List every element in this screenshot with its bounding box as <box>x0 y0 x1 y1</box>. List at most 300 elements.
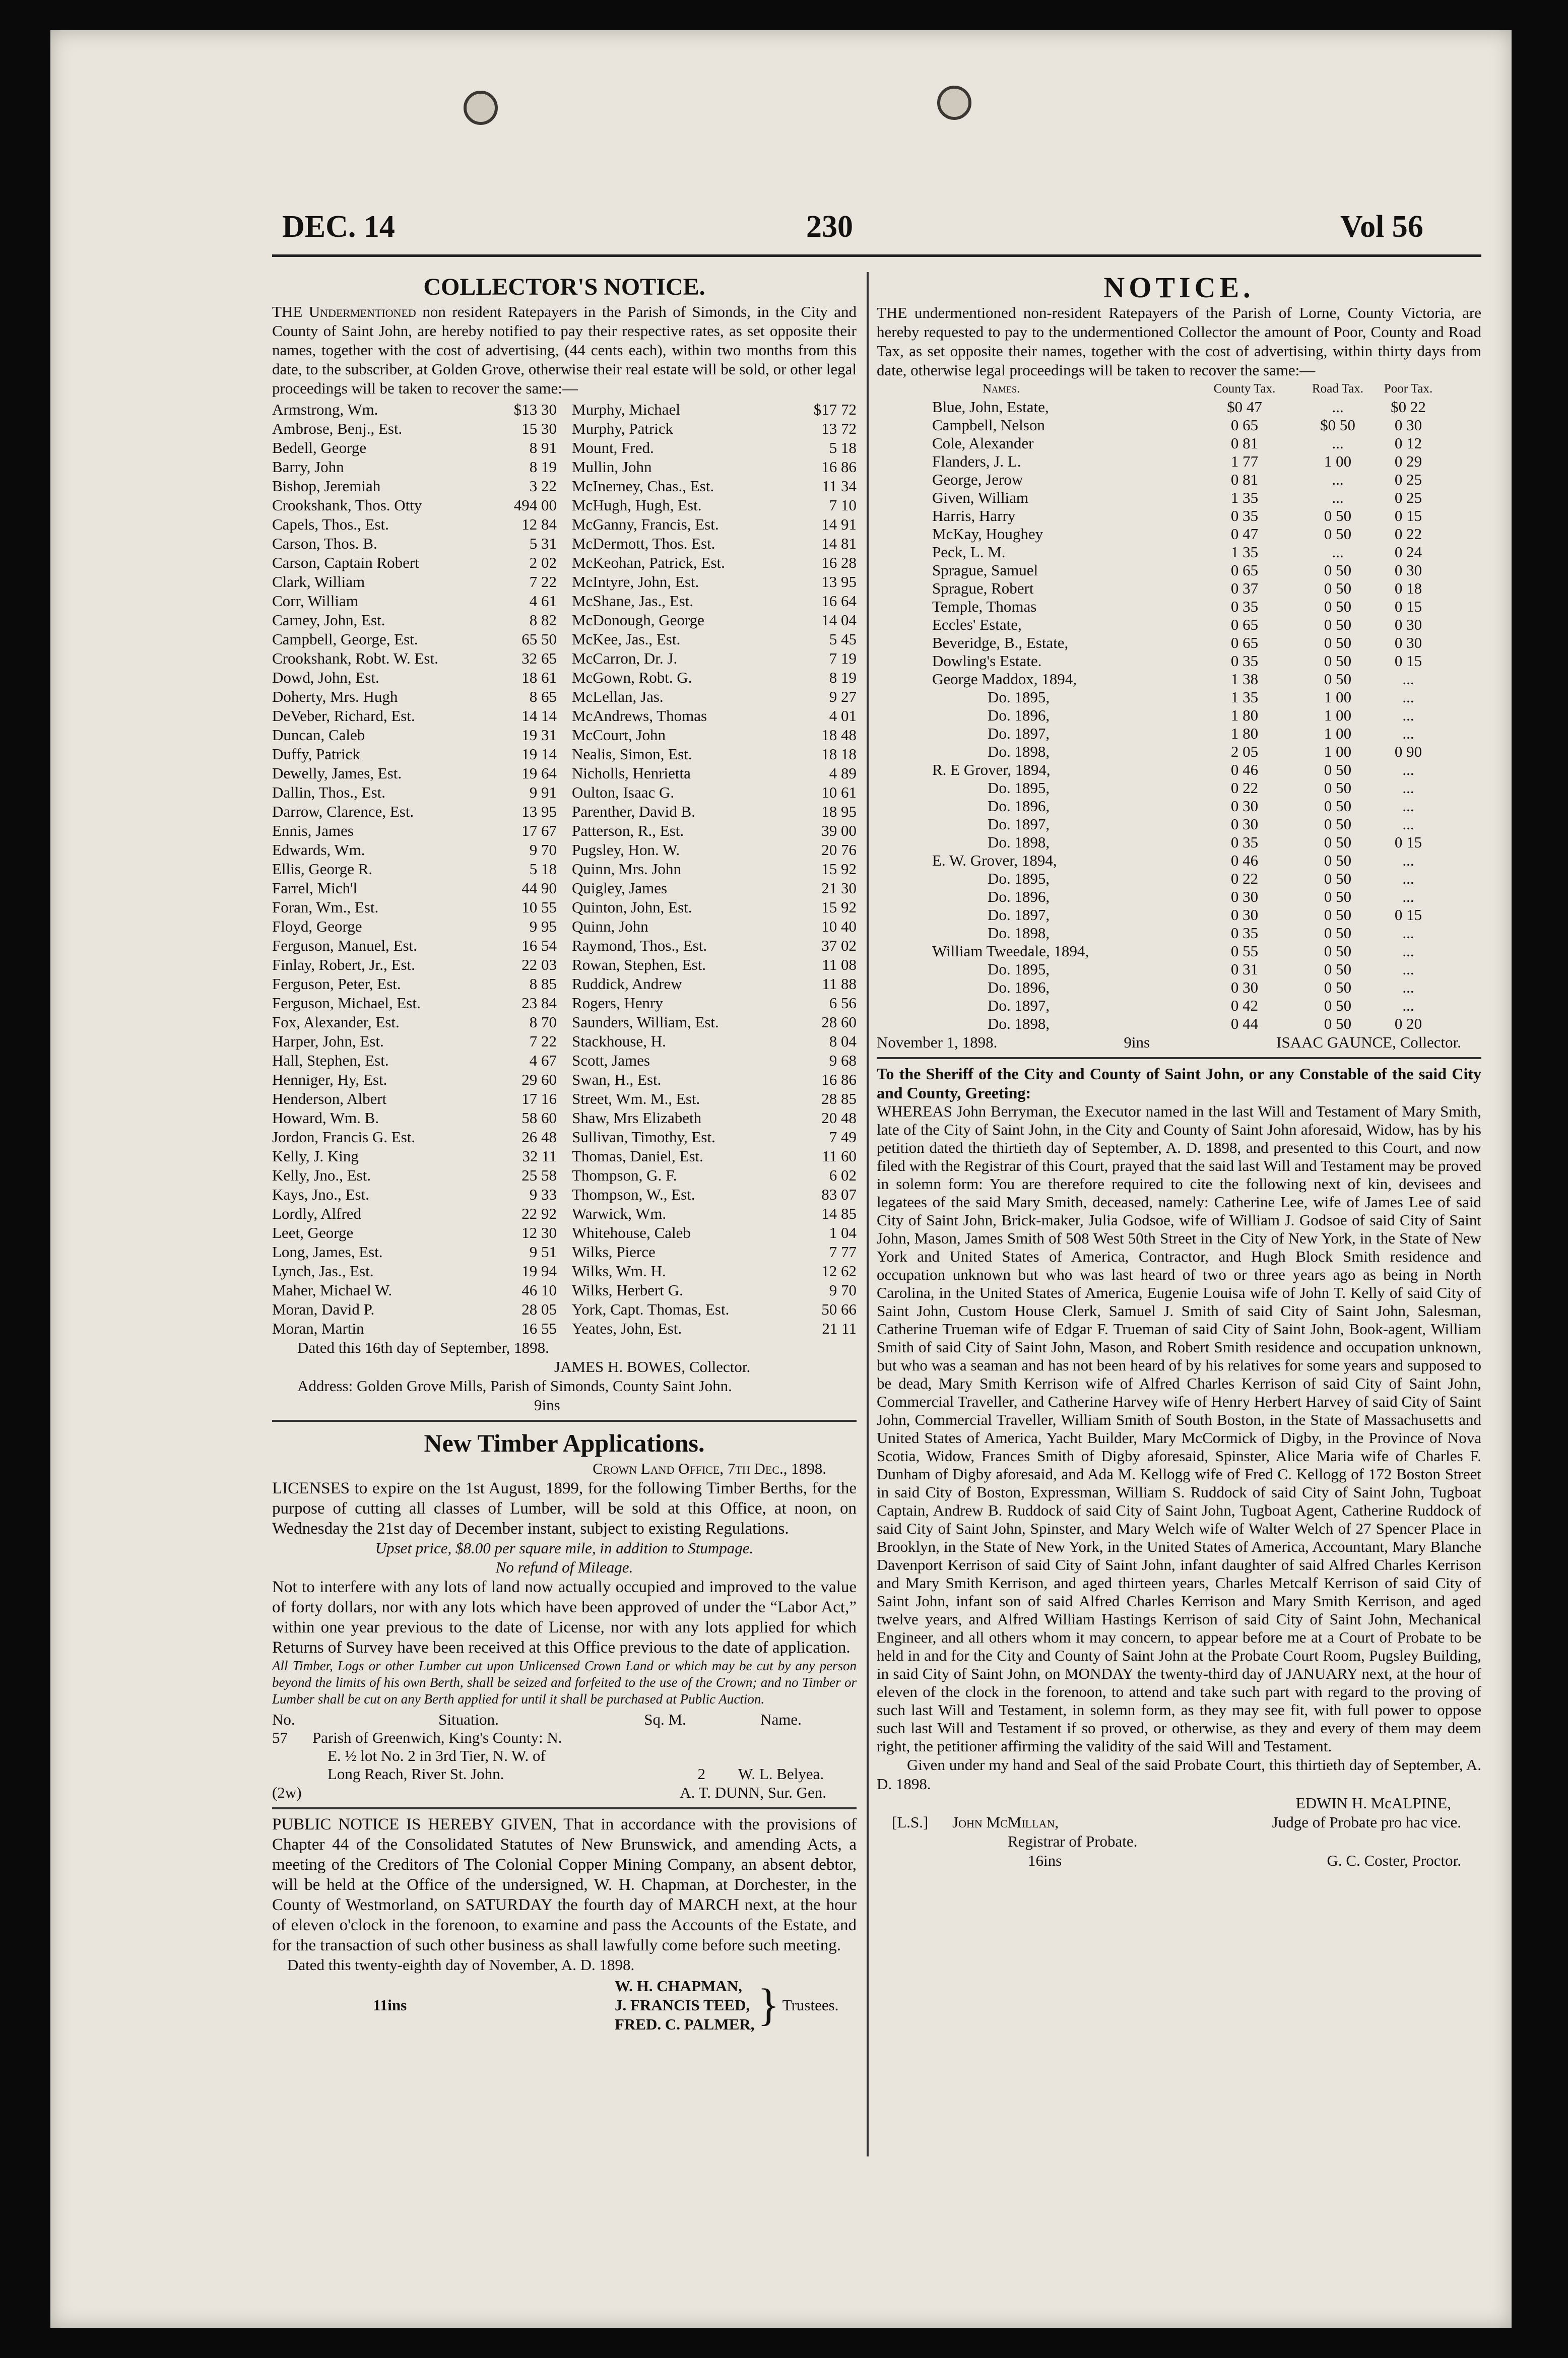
road-tax: ... <box>1332 489 1344 506</box>
ratepayer-name: McLellan, Jas. <box>572 688 664 705</box>
trustees-label: Trustees. <box>782 1996 839 2014</box>
ratepayer-name: Mount, Fred. <box>572 439 654 456</box>
ratepayer-name: Edwards, Wm. <box>272 841 365 859</box>
poor-tax: 0 15 <box>1394 906 1422 924</box>
ratepayer-amount: 15 30 <box>521 420 557 437</box>
ratepayer-row <box>572 438 857 457</box>
ratepayer-amount: 13 72 <box>821 420 857 437</box>
ratepayer-name: Ennis, James <box>272 822 354 839</box>
ratepayer-name: Bishop, Jeremiah <box>272 477 381 495</box>
county-tax: 0 65 <box>1230 616 1259 633</box>
lorne-name: Flanders, J. L. <box>932 452 1021 470</box>
probate-given: Given under my hand and Seal of the said Probate Court, this thirtieth day of September, A. D. 1898. <box>877 1756 1481 1793</box>
road-tax: 0 50 <box>1324 870 1352 887</box>
poor-tax: 0 25 <box>1394 489 1422 506</box>
column-divider <box>867 272 869 2156</box>
ratepayer-name: Maher, Michael W. <box>272 1281 393 1299</box>
county-tax: 0 35 <box>1230 507 1259 525</box>
ratepayer-amount: 8 19 <box>529 458 557 476</box>
trustees-block <box>272 1977 857 2034</box>
ratepayer-name: Thomas, Daniel, Est. <box>572 1147 703 1165</box>
ratepayer-row <box>272 936 557 955</box>
lorne-table-row <box>932 507 1436 525</box>
ratepayer-row <box>272 879 557 898</box>
ratepayer-name: Harper, John, Est. <box>272 1032 384 1050</box>
ratepayer-name: Barry, John <box>272 458 344 476</box>
ratepayer-amount: 7 22 <box>529 1032 557 1050</box>
ratepayer-name: Ferguson, Michael, Est. <box>272 994 421 1012</box>
ratepayer-row <box>572 1147 857 1166</box>
poor-tax: 0 24 <box>1394 543 1422 561</box>
trustees-names <box>615 1977 755 2034</box>
ratepayer-amount: 4 67 <box>529 1052 557 1069</box>
newspaper-page <box>50 30 1512 2328</box>
ratepayer-row <box>272 687 557 706</box>
ratepayer-amount: 6 56 <box>829 994 857 1012</box>
lorne-table-row <box>932 543 1436 561</box>
ratepayer-amount: 11 88 <box>822 975 857 993</box>
ratepayer-name: McHugh, Hugh, Est. <box>572 496 702 514</box>
lorne-table-row <box>932 579 1436 598</box>
ratepayer-amount: 8 65 <box>529 688 557 705</box>
ratepayer-row <box>572 419 857 438</box>
ratepayer-amount: 16 64 <box>821 592 857 610</box>
ratepayer-amount: 28 85 <box>821 1090 857 1107</box>
ratepayer-amount: 7 77 <box>829 1243 857 1261</box>
ratepayer-name: Leet, George <box>272 1224 354 1241</box>
road-tax: ... <box>1332 543 1344 561</box>
ratepayer-amount: 4 89 <box>829 764 857 782</box>
ratepayer-row <box>272 1185 557 1204</box>
ratepayer-amount: 20 76 <box>821 841 857 859</box>
lorne-table-row <box>932 725 1436 743</box>
ratepayer-row <box>572 496 857 515</box>
collector-notice-title: COLLECTOR'S NOTICE. <box>423 274 705 300</box>
ratepayer-amount: 5 31 <box>529 535 557 552</box>
ratepayer-amount: 15 92 <box>821 898 857 916</box>
trustee-name: W. H. CHAPMAN, <box>615 1977 742 1995</box>
ratepayer-name: Clark, William <box>272 573 365 591</box>
ratepayer-name: Doherty, Mrs. Hugh <box>272 688 398 705</box>
ratepayer-amount: 10 55 <box>521 898 557 916</box>
probate-signatures <box>877 1813 1481 1832</box>
county-tax: 1 80 <box>1230 725 1259 742</box>
issue-date: DEC. 14 <box>282 210 395 244</box>
lorne-name: Do. 1896, <box>988 797 1050 815</box>
ratepayer-row <box>272 974 557 994</box>
ratepayer-name: Quigley, James <box>572 879 668 897</box>
ratepayer-amount: 1 04 <box>829 1224 857 1241</box>
poor-tax: 0 12 <box>1394 434 1422 452</box>
ratepayer-name: Lordly, Alfred <box>272 1205 362 1222</box>
road-tax: 0 50 <box>1324 579 1352 597</box>
ratepayer-name: Crookshank, Robt. W. Est. <box>272 649 438 667</box>
ratepayer-row <box>572 1242 857 1262</box>
poor-tax: 0 30 <box>1394 561 1422 579</box>
col-county-tax: County Tax. <box>1213 382 1276 396</box>
lorne-name: Temple, Thomas <box>932 598 1037 615</box>
road-tax: 0 50 <box>1324 960 1352 978</box>
lorne-name: Given, William <box>932 489 1029 506</box>
ratepayer-amount: 65 50 <box>521 630 557 648</box>
poor-tax: 0 15 <box>1394 598 1422 615</box>
county-tax: 0 30 <box>1230 978 1259 996</box>
ratepayer-row <box>572 1089 857 1108</box>
lorne-name: William Tweedale, 1894, <box>932 942 1089 960</box>
ratepayer-row <box>572 1223 857 1242</box>
ratepayer-amount: 8 19 <box>829 669 857 686</box>
ratepayer-amount: 13 95 <box>821 573 857 591</box>
road-tax: $0 50 <box>1320 416 1355 434</box>
county-tax: 0 35 <box>1230 652 1259 670</box>
ratepayer-amount: 32 11 <box>522 1147 557 1165</box>
timber-insertions: (2w) <box>272 1784 302 1801</box>
col-names: Names. <box>983 382 1020 396</box>
situation-line: Long Reach, River St. John. <box>328 1765 504 1783</box>
ratepayer-amount: 8 70 <box>529 1013 557 1031</box>
trustees-brace: } <box>757 1980 779 2030</box>
ratepayer-row <box>572 802 857 821</box>
ratepayer-row <box>272 1223 557 1242</box>
ratepayer-row <box>272 783 557 802</box>
ratepayer-name: McDonough, George <box>572 611 704 629</box>
ratepayer-name: Saunders, William, Est. <box>572 1013 719 1031</box>
road-tax: 0 50 <box>1324 924 1352 942</box>
ratepayer-name: Foran, Wm., Est. <box>272 898 379 916</box>
ratepayer-row <box>272 630 557 649</box>
county-tax: 0 81 <box>1230 434 1259 452</box>
road-tax: 0 50 <box>1324 833 1352 851</box>
ratepayer-name: Carney, John, Est. <box>272 611 385 629</box>
road-tax: 0 50 <box>1324 507 1352 525</box>
lorne-table-row <box>932 706 1436 725</box>
col-road-tax: Road Tax. <box>1312 382 1363 396</box>
ratepayer-name: Ellis, George R. <box>272 860 373 878</box>
poor-tax: 0 30 <box>1394 616 1422 633</box>
lorne-name: Sprague, Samuel <box>932 561 1038 579</box>
lorne-table-row <box>932 761 1436 779</box>
lorne-table-row <box>932 978 1436 997</box>
road-tax: 1 00 <box>1324 452 1352 470</box>
ratepayer-row <box>272 534 557 553</box>
ratepayer-name: Raymond, Thos., Est. <box>572 937 707 954</box>
ratepayer-row <box>272 840 557 860</box>
ratepayer-row <box>572 572 857 592</box>
ratepayer-name: McGown, Robt. G. <box>572 669 692 686</box>
ratepayer-name: Long, James, Est. <box>272 1243 383 1261</box>
section-divider <box>877 1057 1481 1059</box>
ratepayer-name: Hall, Stephen, Est. <box>272 1052 389 1069</box>
col-no: No. <box>272 1711 295 1728</box>
collector-notice-intro <box>272 302 857 398</box>
ratepayer-name: Scott, James <box>572 1052 650 1069</box>
ratepayer-amount: 18 95 <box>821 803 857 820</box>
ratepayer-name: Howard, Wm. B. <box>272 1109 379 1127</box>
ratepayer-name: Patterson, R., Est. <box>572 822 684 839</box>
ratepayer-name: York, Capt. Thomas, Est. <box>572 1300 730 1318</box>
timber-para1: LICENSES to expire on the 1st August, 1899, for the following Timber Berths, for the purpose of cutting all classes of Lumber, will be sold at this Office, at noon, on Wednesday the 21st day of December instant, subject to existing Regulations. <box>272 1479 857 1538</box>
ratepayer-amount: 8 91 <box>529 439 557 456</box>
ratepayer-amount: 8 82 <box>529 611 557 629</box>
ratepayer-row <box>272 1089 557 1108</box>
lorne-name: Do. 1898, <box>988 833 1050 851</box>
ratepayer-amount: 7 22 <box>529 573 557 591</box>
ratepayer-name: Duncan, Caleb <box>272 726 365 744</box>
ratepayer-name: Shaw, Mrs Elizabeth <box>572 1109 702 1127</box>
ratepayer-list-left <box>272 400 557 1338</box>
ratepayer-row <box>272 917 557 936</box>
ratepayer-row <box>272 1281 557 1300</box>
ratepayer-amount: 16 86 <box>821 1071 857 1088</box>
ratepayer-name: Rowan, Stephen, Est. <box>572 956 706 973</box>
ratepayer-amount: 8 04 <box>829 1032 857 1050</box>
timber-upset-price: Upset price, $8.00 per square mile, in addition to Stumpage. <box>375 1539 754 1557</box>
ratepayer-amount: 14 81 <box>821 535 857 552</box>
lorne-name: Do. 1896, <box>988 706 1050 724</box>
registrar-block <box>877 1813 1059 1832</box>
county-tax: 1 38 <box>1230 670 1259 688</box>
road-tax: 0 50 <box>1324 525 1352 543</box>
intro-smallcaps: Undermentioned <box>308 303 416 320</box>
lorne-table-row <box>932 797 1436 815</box>
road-tax: ... <box>1332 434 1344 452</box>
lorne-table-row <box>932 852 1436 870</box>
poor-tax: 0 15 <box>1394 507 1422 525</box>
ratepayer-amount: 9 95 <box>529 918 557 935</box>
poor-tax: 0 18 <box>1394 579 1422 597</box>
poor-tax: ... <box>1402 870 1414 887</box>
ratepayer-name: Jordon, Francis G. Est. <box>272 1128 416 1146</box>
ratepayer-amount: 9 51 <box>529 1243 557 1261</box>
poor-tax: ... <box>1402 797 1414 815</box>
ratepayer-name: Carson, Captain Robert <box>272 554 419 571</box>
ratepayer-amount: 39 00 <box>821 822 857 839</box>
ratepayer-name: Whitehouse, Caleb <box>572 1224 691 1241</box>
lorne-table-row <box>932 997 1436 1015</box>
ratepayer-row <box>572 860 857 879</box>
ratepayer-row <box>572 534 857 553</box>
lorne-table-row <box>932 688 1436 706</box>
ratepayer-amount: 28 60 <box>821 1013 857 1031</box>
poor-tax: 0 30 <box>1394 634 1422 651</box>
ratepayer-amount: 16 28 <box>821 554 857 571</box>
ratepayer-row <box>272 1242 557 1262</box>
ratepayer-name: Duffy, Patrick <box>272 745 360 763</box>
ratepayer-amount: 83 07 <box>821 1186 857 1203</box>
lorne-signature: ISAAC GAUNCE, Collector. <box>1276 1033 1461 1051</box>
ratepayer-amount: 7 19 <box>829 649 857 667</box>
ratepayer-name: Ambrose, Benj., Est. <box>272 420 403 437</box>
timber-table-row <box>272 1729 857 1783</box>
timber-table-header <box>272 1711 857 1729</box>
county-tax: 0 35 <box>1230 924 1259 942</box>
lorne-table-row <box>932 1015 1436 1033</box>
ratepayer-amount: 5 45 <box>829 630 857 648</box>
section-divider <box>272 1807 857 1809</box>
ratepayer-name: Lynch, Jas., Est. <box>272 1262 374 1280</box>
county-tax: 0 42 <box>1230 997 1259 1014</box>
entry-sqm: 2 <box>697 1765 705 1783</box>
ratepayer-name: Finlay, Robert, Jr., Est. <box>272 956 415 973</box>
ratepayer-name: Parenther, David B. <box>572 803 695 820</box>
ratepayer-row <box>272 1147 557 1166</box>
ratepayer-name: McCourt, John <box>572 726 666 744</box>
lorne-name: Sprague, Robert <box>932 579 1034 597</box>
ratepayer-row <box>572 515 857 534</box>
ratepayer-row <box>572 821 857 840</box>
ratepayer-row <box>572 1262 857 1281</box>
ratepayer-row <box>572 1128 857 1147</box>
binding-hole <box>464 91 498 125</box>
ratepayer-name: Wilks, Pierce <box>572 1243 656 1261</box>
ratepayer-amount: 19 14 <box>521 745 557 763</box>
ratepayer-row <box>272 1128 557 1147</box>
county-tax: 0 46 <box>1230 852 1259 869</box>
lorne-table-row <box>932 452 1436 471</box>
ratepayer-amount: 18 48 <box>821 726 857 744</box>
ratepayer-row <box>272 496 557 515</box>
ratepayer-row <box>572 1319 857 1338</box>
county-tax: 1 35 <box>1230 543 1259 561</box>
ratepayer-amount: 14 85 <box>821 1205 857 1222</box>
left-column <box>272 272 857 2034</box>
ratepayer-amount: 22 03 <box>521 956 557 973</box>
lorne-table-row <box>932 471 1436 489</box>
ratepayer-row <box>272 1166 557 1185</box>
probate-body: WHEREAS John Berryman, the Executor named in the last Will and Testament of Mary Smith, late of the City of Saint John, in the City and County of Saint John aforesaid, Widow, has by his petition dated the thirtieth day of September, A. D. 1898, and presented to this Court, and now filed with the Registrar of this Court, prayed that the said last Will and Testament may be proved in solemn form: You are therefore required to cite the following next of kin, devisees and legatees of the said Mary Smith, deceased, namely: Catherine Lee, wife of James Lee of said City of Saint John, Brick-maker, Julia Godsoe, wife of William J. Godsoe of said City of Saint John, Mason, James Smith of 508 West 50th Street in the City of New York, in the State of New York and United States of America, Contractor, and Hugh Block Smith residence and occupation unknown but who was last heard of two or three years ago as being in North Carolina, in the United States of America, Eugenie Louisa wife of John T. Kelly of said City of Saint John, Custom House Clerk, Samuel J. Smith of said City of Saint John, Salesman, Catherine Trueman wife of Edgar F. Trueman of said City of Saint John, Book-agent, William Smith of said City of Saint John, Mason, and Robert Smith residence and occupation unknown, but who was a seaman and has not been heard of by his relatives for some years and supposed to be dead, Mary Smith Kerrison wife of Alfred Charles Kerrison of said City of Saint John, Commercial Traveller, and Catherine Harvey wife of Henry Herbert Harvey of said City of Saint John, Commercial Traveller, William Smith of South Boston, in the State of Massachusetts and United States of America, Yacht Builder, Mary McCormick of Digby, in the Province of Nova Scotia, Widow, Frances Smith of Digby aforesaid, Spinster, Alice Maria wife of Charles F. Dunham of Digby aforesaid, and Ada M. Kellogg wife of Fred C. Kellogg of 172 Boston Street in said City of Boston, Expressman, William S. Ruddock of said City of Saint John, Tugboat Captain, Andrew B. Ruddock of said City of Saint John, Tugboat Agent, Catherine Ruddock of said City of Saint John, Spinster, and Mary Welch wife of Walter Welch of 27 Spencer Place in Brooklyn, in the State of New York, in the United States of America, Accountant, Mary Blanche Davenport Kerrison of said City of Saint John, infant daughter of said Alfred Charles Kerrison and Mary Smith Kerrison, and aged thirteen years, Charles Metcalf Kerrison of said City of Saint John, infant son of said Alfred Charles Kerrison and Mary Smith Kerrison, and aged twelve years, and Alfred William Hastings Kerrison of said City of Saint John, Mechanical Engineer, and all others whom it may concern, to appear before me at a Court of Probate to be held in and for the City and County of Saint John at the Probate Court Room, Pugsley Building, in said City of Saint John, on MONDAY the twenty-third day of JANUARY next, at the hour of eleven of the clock in the forenoon, to attend and take such part with regard to the proving of such last Will and Testament, in solemn form, as they may see fit, with full power to oppose such last Will and Testament if so proved, or otherwise, as they and every of them may deem right, the petitioner affirming the validity of the said Will and Testament. <box>877 1102 1481 1755</box>
ratepayer-amount: 25 58 <box>521 1166 557 1184</box>
lorne-table-row <box>932 398 1436 416</box>
county-tax: 0 46 <box>1230 761 1259 778</box>
lorne-name: Do. 1895, <box>988 688 1050 706</box>
probate-footer <box>877 1851 1481 1870</box>
timber-signature: A. T. DUNN, Sur. Gen. <box>680 1784 826 1801</box>
ratepayer-amount: 9 70 <box>529 841 557 859</box>
road-tax: 0 50 <box>1324 815 1352 833</box>
road-tax: 0 50 <box>1324 561 1352 579</box>
entry-no: 57 <box>272 1729 288 1746</box>
lorne-name: McKay, Houghey <box>932 525 1043 543</box>
lorne-name: Harris, Harry <box>932 507 1016 525</box>
ratepayer-name: Campbell, George, Est. <box>272 630 418 648</box>
road-tax: 1 00 <box>1324 688 1352 706</box>
timber-title: New Timber Applications. <box>424 1429 705 1457</box>
ratepayer-amount: 19 31 <box>521 726 557 744</box>
ratepayer-amount: 19 64 <box>521 764 557 782</box>
col-name: Name. <box>760 1711 802 1728</box>
col-poor-tax: Poor Tax. <box>1384 382 1433 396</box>
ratepayer-name: Bedell, George <box>272 439 367 456</box>
ratepayer-row <box>272 821 557 840</box>
road-tax: 0 50 <box>1324 779 1352 797</box>
ratepayer-name: Street, Wm. M., Est. <box>572 1090 700 1107</box>
ratepayer-row <box>572 477 857 496</box>
ratepayer-row <box>272 400 557 419</box>
ratepayer-amount: 26 48 <box>521 1128 557 1146</box>
timber-table <box>272 1711 857 1783</box>
road-tax: 0 50 <box>1324 888 1352 905</box>
ratepayer-row <box>572 974 857 994</box>
ratepayer-row <box>572 1070 857 1089</box>
ratepayer-name: Moran, David P. <box>272 1300 375 1318</box>
ratepayer-row <box>272 1070 557 1089</box>
ratepayer-row <box>272 898 557 917</box>
section-divider <box>272 1420 857 1422</box>
ratepayer-amount: 4 01 <box>829 707 857 725</box>
lorne-table-row <box>932 489 1436 507</box>
poor-tax: ... <box>1402 725 1414 742</box>
ratepayer-amount: 22 92 <box>521 1205 557 1222</box>
ratepayer-row <box>572 783 857 802</box>
ratepayer-name: Sullivan, Timothy, Est. <box>572 1128 715 1146</box>
ratepayer-name: Crookshank, Thos. Otty <box>272 496 422 514</box>
ratepayer-name: Thompson, W., Est. <box>572 1186 695 1203</box>
lorne-table-row <box>932 434 1436 452</box>
ratepayer-row <box>272 745 557 764</box>
ratepayer-row <box>272 1300 557 1319</box>
ratepayer-amount: 4 61 <box>529 592 557 610</box>
proctor-name: G. C. Coster, Proctor. <box>1327 1852 1461 1869</box>
road-tax: 0 50 <box>1324 616 1352 633</box>
ratepayer-row <box>272 706 557 726</box>
county-tax: 0 22 <box>1230 870 1259 887</box>
ratepayer-name: McKeohan, Patrick, Est. <box>572 554 725 571</box>
ratepayer-amount: 7 10 <box>829 496 857 514</box>
ratepayer-list <box>272 400 857 1338</box>
ratepayer-amount: 8 85 <box>529 975 557 993</box>
lorne-notice-title: NOTICE. <box>1103 271 1255 304</box>
road-tax: 0 50 <box>1324 906 1352 924</box>
lorne-name: Do. 1897, <box>988 997 1050 1014</box>
county-tax: 0 65 <box>1230 561 1259 579</box>
ratepayer-row <box>272 955 557 974</box>
ratepayer-amount: 17 16 <box>521 1090 557 1107</box>
ratepayer-amount: 17 67 <box>521 822 557 839</box>
ratepayer-name: McShane, Jas., Est. <box>572 592 694 610</box>
entry-situation <box>312 1729 625 1783</box>
ratepayer-amount: 9 33 <box>529 1186 557 1203</box>
ratepayer-name: Quinn, Mrs. John <box>572 860 682 878</box>
county-tax: 1 77 <box>1230 452 1259 470</box>
ratepayer-name: Farrel, Mich'l <box>272 879 358 897</box>
lorne-name: Do. 1897, <box>988 725 1050 742</box>
ratepayer-row <box>572 457 857 477</box>
poor-tax: ... <box>1402 960 1414 978</box>
ratepayer-name: Nealis, Simon, Est. <box>572 745 692 763</box>
ratepayer-name: McGanny, Francis, Est. <box>572 515 719 533</box>
ratepayer-row <box>572 400 857 419</box>
lorne-table-row <box>932 906 1436 924</box>
lorne-table-row <box>932 942 1436 960</box>
ratepayer-amount: 21 11 <box>822 1320 857 1337</box>
trustee-name: FRED. C. PALMER, <box>615 2015 755 2033</box>
ratepayer-row <box>572 1108 857 1128</box>
lorne-name: R. E Grover, 1894, <box>932 761 1051 778</box>
lorne-name: Do. 1898, <box>988 1015 1050 1032</box>
ratepayer-name: Henderson, Albert <box>272 1090 387 1107</box>
ratepayer-name: McKee, Jas., Est. <box>572 630 681 648</box>
road-tax: 1 00 <box>1324 725 1352 742</box>
ratepayer-row <box>272 1319 557 1338</box>
public-notice-dated: Dated this twenty-eighth day of November, A. D. 1898. <box>287 1956 635 1974</box>
lorne-name: Blue, John, Estate, <box>932 398 1049 416</box>
timber-para2: Not to interfere with any lots of land now actually occupied and improved to the value of forty dollars, nor with any lots which have been approved of under the “Labor Act,” within one year previous to the date of License, nor with any lots applied for which Returns of Survey have been received at this Office previous to the date of application. <box>272 1578 857 1657</box>
county-tax: 0 31 <box>1230 960 1259 978</box>
ratepayer-name: Kelly, J. King <box>272 1147 359 1165</box>
ratepayer-amount: 5 18 <box>529 860 557 878</box>
public-notice-insertions: 11ins <box>373 1996 407 2014</box>
ratepayer-row <box>572 1281 857 1300</box>
